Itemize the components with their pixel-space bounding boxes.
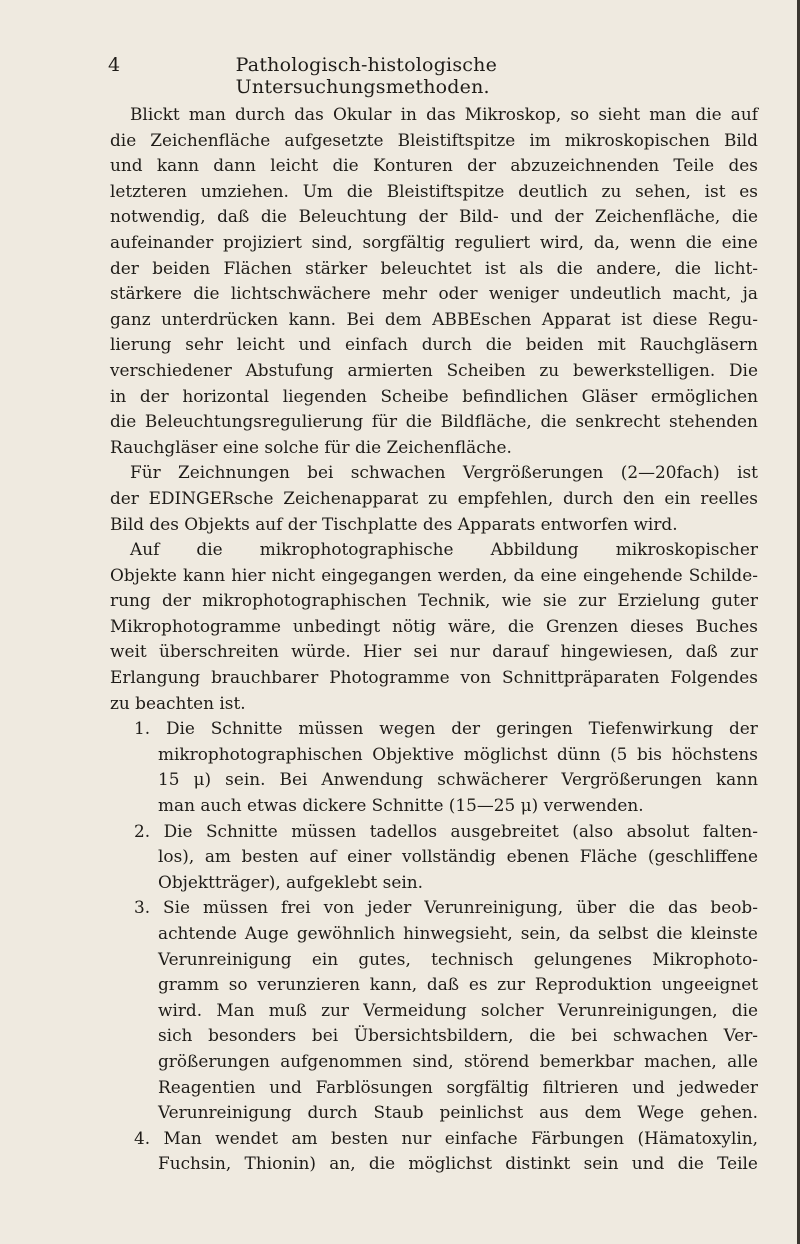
text-line: der beiden Flächen stärker beleuchtet ist als die andere, die licht- [110, 257, 758, 278]
text-line: Für Zeichnungen bei schwachen Vergrößerungen (2—20fach) ist [130, 462, 758, 483]
text-line: verschiedener Abstufung armierten Scheiben zu bewerkstelligen. Die [110, 359, 758, 380]
text-line: wird. Man muß zur Vermeidung solcher Verunreinigungen, die [158, 999, 758, 1020]
text-line: mikrophotographischen Objektive möglichst dünn (5 bis höchstens [158, 743, 758, 764]
text-line: 1. Die Schnitte müssen wegen der geringen Tiefenwirkung der [134, 718, 758, 739]
text-line: die Beleuchtungsregulierung für die Bildfläche, die senkrecht stehenden [110, 411, 758, 432]
text-line: zu beachten ist. [110, 692, 246, 713]
text-line: Bild des Objekts auf der Tischplatte des Apparats entworfen wird. [110, 513, 678, 534]
text-line: 15 μ) sein. Bei Anwendung schwächerer Vergrößerungen kann [158, 769, 758, 790]
text-line: der EDINGERsche Zeichenapparat zu empfehlen, durch den ein reelles [110, 487, 758, 508]
page-header [108, 54, 748, 98]
text-line: man auch etwas dickere Schnitte (15—25 μ) verwenden. [158, 795, 644, 816]
text-line: Rauchgläser eine solche für die Zeichenfläche. [110, 436, 512, 457]
text-line: Blickt man durch das Okular in das Mikroskop, so sieht man die auf [130, 104, 758, 124]
page-number: 4 [108, 54, 121, 76]
text-line: Verunreinigung ein gutes, technisch gelungenes Mikrophoto- [158, 948, 758, 969]
text-line: Erlangung brauchbarer Photogramme von Schnittpräparaten Folgendes [110, 667, 758, 688]
text-line: und kann dann leicht die Konturen der abzuzeichnenden Teile des [110, 155, 758, 176]
text-line: ganz unterdrücken kann. Bei dem ABBEschen Apparat ist diese Regu- [110, 308, 758, 329]
text-line: die Zeichenfläche aufgesetzte Bleistiftspitze im mikroskopischen Bild [110, 129, 758, 150]
text-line: Reagentien und Farblösungen sorgfältig filtrieren und jedweder [158, 1076, 758, 1097]
text-line: achtende Auge gewöhnlich hinwegsieht, sein, da selbst die kleinste [158, 923, 758, 943]
text-line: Objekte kann hier nicht eingegangen werden, da eine eingehende Schilde- [110, 564, 758, 585]
text-line: 2. Die Schnitte müssen tadellos ausgebreitet (also absolut falten- [134, 820, 758, 841]
text-line: gramm so verunzieren kann, daß es zur Reproduktion ungeeignet [158, 974, 758, 995]
text-line: Mikrophotogramme unbedingt nötig wäre, die Grenzen dieses Buches [110, 615, 758, 636]
text-line: Objektträger), aufgeklebt sein. [158, 871, 423, 892]
text-line: aufeinander projiziert sind, sorgfältig reguliert wird, da, wenn die eine [110, 231, 758, 252]
text-line: weit überschreiten würde. Hier sei nur darauf hingewiesen, daß zur [110, 641, 758, 662]
text-line: stärkere die lichtschwächere mehr oder weniger undeutlich macht, ja [110, 283, 758, 304]
running-title: Pathologisch-histologische Untersuchungsmethoden. [235, 54, 498, 98]
text-line: notwendig, daß die Beleuchtung der Bild- und der Zeichenfläche, die [110, 206, 758, 227]
text-line: Auf die mikrophotographische Abbildung mikroskopischer [130, 539, 758, 560]
text-line: sich besonders bei Übersichtsbildern, die bei schwachen Ver- [158, 1025, 758, 1046]
text-line: Verunreinigung durch Staub peinlichst aus dem Wege gehen. [158, 1102, 758, 1123]
text-line: in der horizontal liegenden Scheibe befindlichen Gläser ermöglichen [110, 385, 758, 406]
text-line: 3. Sie müssen frei von jeder Verunreinigung, über die das beob- [134, 897, 758, 918]
text-line: los), am besten auf einer vollständig ebenen Fläche (geschliffene [158, 846, 758, 867]
text-line: letzteren umziehen. Um die Bleistiftspitze deutlich zu sehen, ist es [110, 180, 758, 201]
text-line: Fuchsin, Thionin) an, die möglichst distinkt sein und die Teile [158, 1153, 758, 1174]
text-line: lierung sehr leicht und einfach durch die beiden mit Rauchgläsern [110, 334, 758, 355]
text-line: rung der mikrophotographischen Technik, wie sie zur Erzielung guter [110, 590, 758, 611]
text-line: 4. Man wendet am besten nur einfache Färbungen (Hämatoxylin, [134, 1127, 758, 1148]
text-line: größerungen aufgenommen sind, störend bemerkbar machen, alle [158, 1050, 758, 1071]
body-text [110, 102, 758, 1177]
